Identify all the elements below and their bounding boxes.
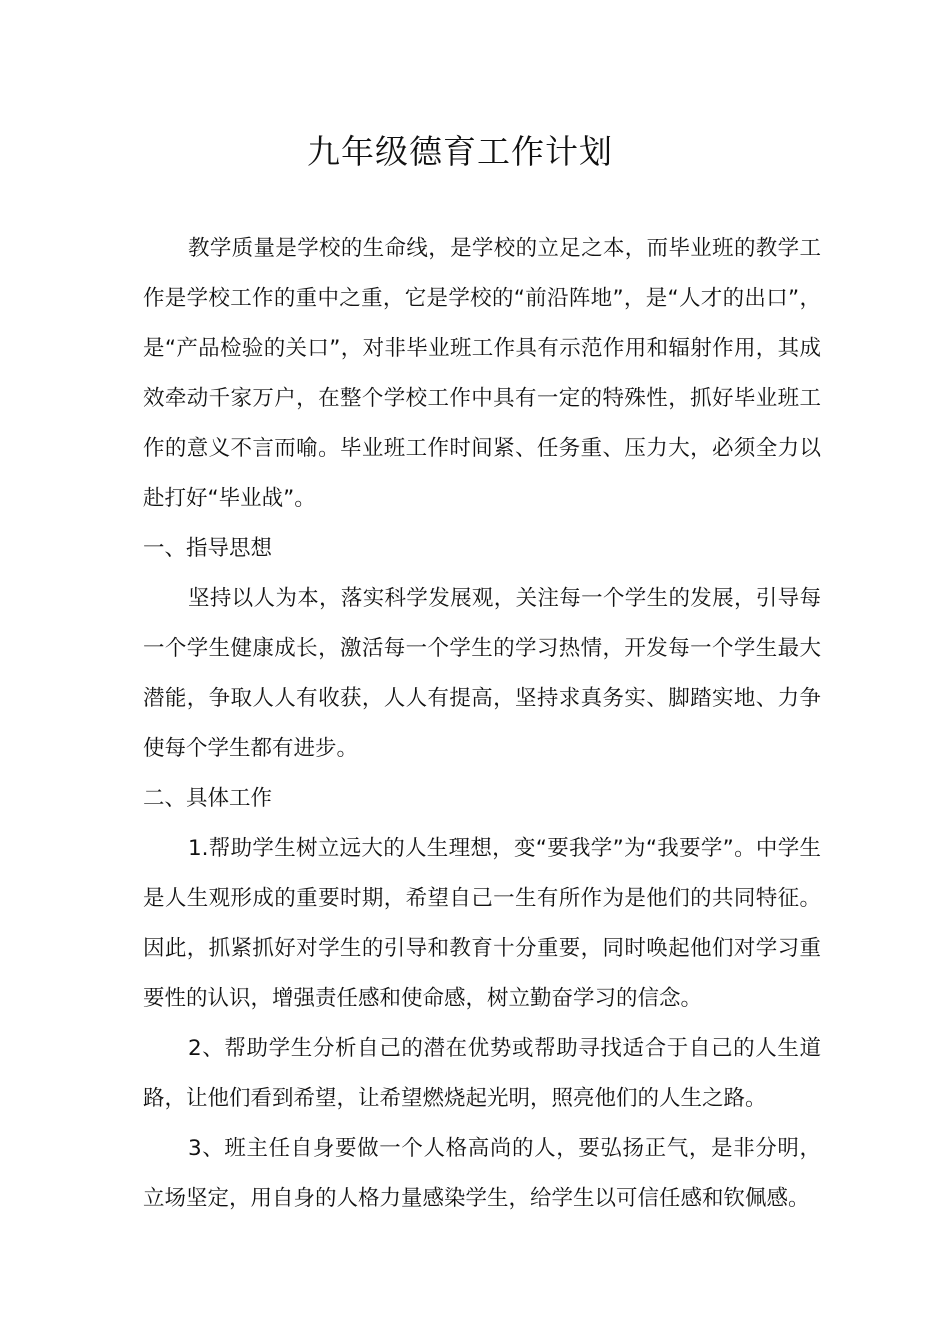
guiding-thought-paragraph: 坚持以人为本，落实科学发展观，关注每一个学生的发展，引导每一个学生健康成长，激活每一个学生的学习热情，开发每一个学生最大潜能，争取人人有收获，人人有提高，坚持求真务实、脚踏实地、力争使每个学生都有进步。 [143,586,821,761]
work-item-2: 2、帮助学生分析自己的潜在优势或帮助寻找适合于自己的人生道路，让他们看到希望，让希望燃烧起光明，照亮他们的人生之路。 [143,1036,821,1111]
section-heading-specific-work: 二、具体工作 [143,786,273,811]
work-item-3: 3、班主任自身要做一个人格高尚的人，要弘扬正气，是非分明，立场坚定，用自身的人格力量感染学生，给学生以可信任感和钦佩感。 [143,1136,821,1211]
document-title: 九年级德育工作计划 [307,132,613,171]
intro-paragraph: 教学质量是学校的生命线，是学校的立足之本，而毕业班的教学工作是学校工作的重中之重，它是学校的“前沿阵地”，是“人才的出口”，是“产品检验的关口”，对非毕业班工作具有示范作用和辐射作用，其成效牵动千家万户，在整个学校工作中具有一定的特殊性，抓好毕业班工作的意义不言而喻。毕业班工作时间紧、任务重、压力大，必须全力以赴打好“毕业战”。 [143,236,821,511]
work-item-1: 1.帮助学生树立远大的人生理想，变“要我学”为“我要学”。中学生是人生观形成的重要时期，希望自己一生有所作为是他们的共同特征。因此，抓紧抓好对学生的引导和教育十分重要，同时唤起他们对学习重要性的认识，增强责任感和使命感，树立勤奋学习的信念。 [143,836,821,1011]
section-heading-guiding-thought: 一、指导思想 [143,536,273,561]
document-body [143,224,821,1224]
